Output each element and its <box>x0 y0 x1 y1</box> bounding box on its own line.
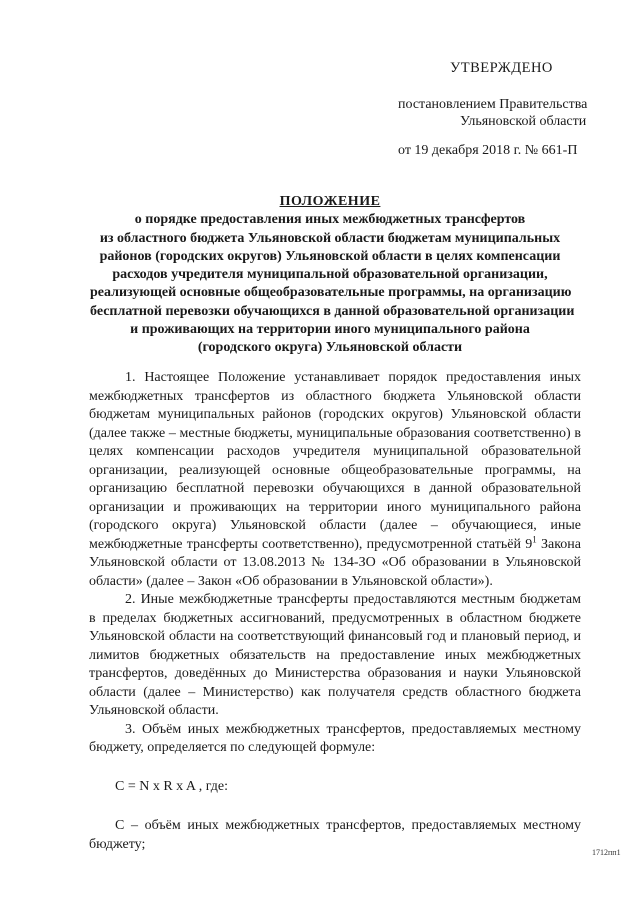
paragraph-1-text-cont: Закона Ульяновской области от 13.08.2013 № 134-ЗО «Об образовании в Ульяновской области» (далее – Закон «Об образовании в Ульяновской области»). <box>89 536 581 589</box>
footer-document-code: 1712пп1 <box>592 848 621 857</box>
document-subtitle-line: (городского округа) Ульяновской области <box>197 340 463 356</box>
paragraph-1 <box>89 369 581 591</box>
document-body <box>89 369 581 854</box>
paragraph-3: 3. Объём иных межбюджетных трансфертов, предоставляемых местному бюджету, определяется по следующей формуле: <box>89 721 581 755</box>
document-subtitle-line: о порядке предоставления иных межбюджетных трансфертов <box>134 212 526 228</box>
approval-authority-line2: Ульяновской области <box>460 114 587 129</box>
definition-c: C – объём иных межбюджетных трансфертов, предоставляемых местному бюджету; <box>89 818 581 852</box>
paragraph-2: 2. Иные межбюджетные трансферты предоставляются местным бюджетам в пределах бюджетных ассигнований, предусмотренных в областном бюджете Ульяновской области на соответствующий финансовый год и плановый период, и лимитов бюджетных обязательств на предоставление иных межбюджетных трансфертов, доведённых до Министерства образования и науки Ульяновской области (далее – Министерство) как получателя средств областного бюджета Ульяновской области. <box>89 592 581 718</box>
document-subtitle-line: из областного бюджета Ульяновской области бюджетам муниципальных <box>99 230 561 246</box>
document-heading: ПОЛОЖЕНИЕ <box>279 194 381 209</box>
document-subtitle-line: реализующей основные общеобразовательные программы, на организацию <box>90 285 572 301</box>
document-subtitle-line: расходов учредителя муниципальной образовательной организации, <box>112 267 548 283</box>
formula: C = N x R x A , где: <box>115 778 229 794</box>
document-title <box>90 193 575 358</box>
approval-authority-line1: постановлением Правительства <box>398 97 588 112</box>
paragraph-1-text: 1. Настоящее Положение устанавливает порядок предоставления иных межбюджетных трансфертов из областного бюджета Ульяновской области бюджетам муниципальных районов (городских округов) Ульяновской области (далее также – местные бюджеты, муниципальные образования соответственно) в целях компенсации расходов учредителя муниципальной образовательной организации, реализующей основные общеобразовательные программы, на организацию бесплатной перевозки обучающихся в данной образовательной организации и проживающих на территории иного муниципального района (городского округа) Ульяновской области (далее – обучающиеся, иные межбюджетные трансферты соответственно), предусмотренной статьёй 9 <box>89 370 581 552</box>
document-subtitle-line: районов (городских округов) Ульяновской области в целях компенсации <box>99 248 561 264</box>
document-subtitle-line: бесплатной перевозки обучающихся в данной образовательной организации <box>90 303 575 319</box>
approval-title: УТВЕРЖДЕНО <box>450 60 553 76</box>
approval-date-number: от 19 декабря 2018 г. № 661-П <box>398 143 578 158</box>
article-superscript: 1 <box>532 533 537 544</box>
document-subtitle-line: и проживающих на территории иного муниципального района <box>130 322 530 338</box>
approval-stamp <box>0 0 640 190</box>
